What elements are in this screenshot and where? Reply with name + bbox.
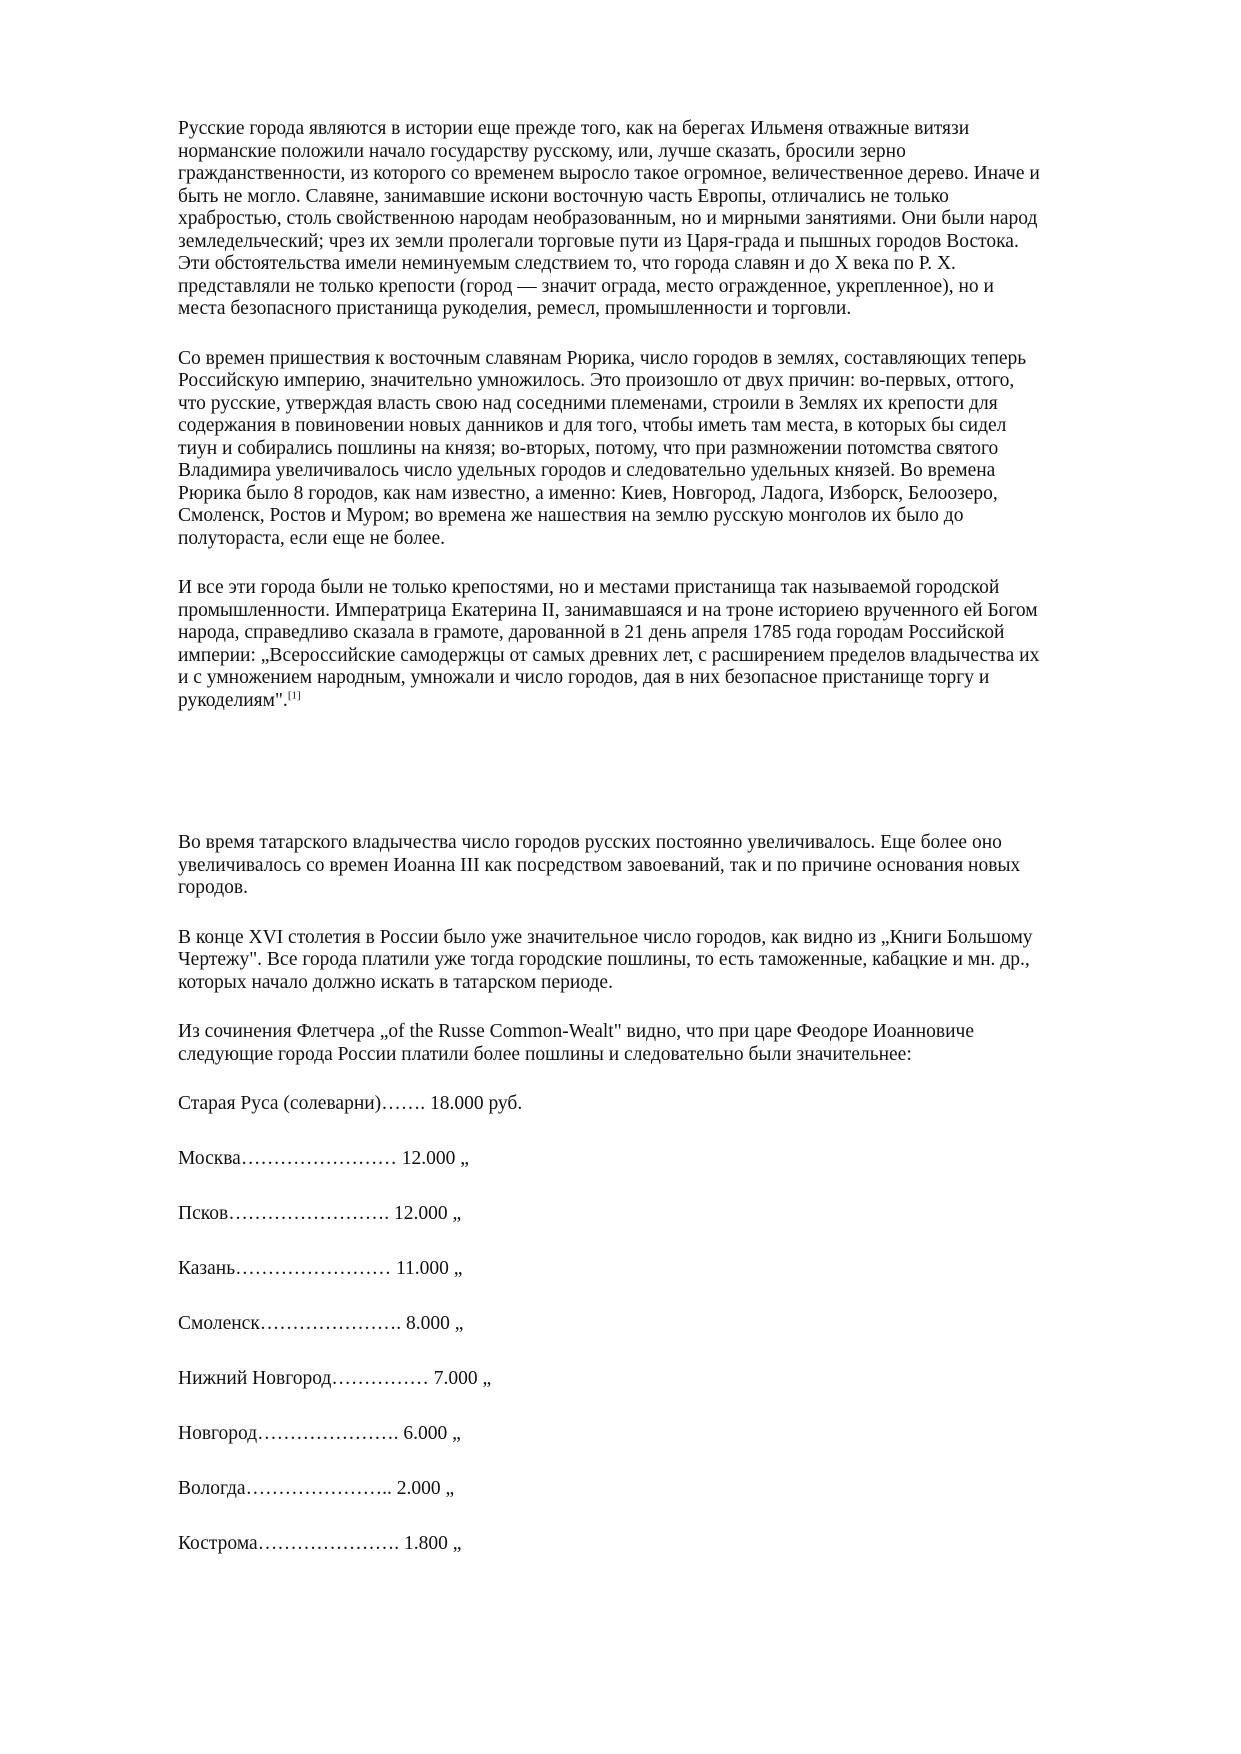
duty-unit: руб. bbox=[488, 1093, 523, 1114]
text-line: И все эти города были не только крепостями, но и местами пристанища так называемой городской bbox=[178, 577, 1000, 598]
text-line: Эти обстоятельства имели неминуемым следствием то, что города славян и до X века по Р. X. bbox=[178, 253, 956, 274]
text-line: гражданственности, из которого со временем выросло такое огромное, величественное дерево. Иначе и bbox=[178, 163, 1040, 184]
city-duty-row bbox=[178, 1203, 1158, 1226]
text-line: народа, справедливо сказала в грамоте, дарованной в 21 день апреля 1785 года городам Российской bbox=[178, 622, 1005, 643]
city-duty-row bbox=[178, 1478, 1158, 1501]
paragraph-tatar-period bbox=[178, 832, 1158, 900]
city-name: Старая Руса (солеварни) bbox=[178, 1093, 382, 1114]
city-name: Псков bbox=[178, 1203, 229, 1224]
city-duty-row bbox=[178, 1313, 1158, 1336]
paragraph-russian-cities-origin bbox=[178, 118, 1158, 321]
city-name: Москва bbox=[178, 1148, 241, 1169]
text-line: Во время татарского владычества число городов русских постоянно увеличивалось. Еще более оно bbox=[178, 832, 1002, 853]
city-name: Новгород bbox=[178, 1423, 258, 1444]
city-duty-row bbox=[178, 1258, 1158, 1281]
text-line: промышленности. Императрица Екатерина II, занимавшаяся и на троне историею врученного ей Богом bbox=[178, 599, 1038, 621]
text-line: увеличивалось со времен Иоанна III как посредством завоеваний, так и по причине основания новых bbox=[178, 854, 1021, 876]
dot-leader: …………………. bbox=[257, 1423, 399, 1444]
text-line: что русские, утверждая власть свою над соседними племенами, строили в Землях их крепости для bbox=[178, 392, 998, 414]
city-name: Смоленск bbox=[178, 1313, 260, 1334]
paragraph-rurik-era bbox=[178, 348, 1158, 551]
text-line: земледельческий; чрез их земли пролегали торговые пути из Царя-града и пышных городов Востока. bbox=[178, 230, 1019, 252]
dot-leader: …………………. bbox=[259, 1313, 402, 1334]
duty-unit: „ bbox=[460, 1148, 469, 1169]
text-line: городов. bbox=[178, 877, 248, 898]
text-line: быть не могло. Славяне, занимавшие искони восточную часть Европы, отличались не только bbox=[178, 185, 949, 207]
duty-unit: „ bbox=[445, 1478, 455, 1499]
text-line: империи: „Всероссийские самодержцы от самых древних лет, с расширением пределов владычества их bbox=[178, 644, 1040, 666]
text-line: Российскую империю, значительно умножилось. Это произошло от двух причин: во-первых, оттого, bbox=[178, 370, 1015, 391]
duty-unit: „ bbox=[452, 1423, 461, 1444]
dot-leader: ……. bbox=[381, 1093, 426, 1114]
text-line: В конце XVI столетия в России было уже значительное число городов, как видно из „Книги Большому bbox=[178, 926, 1033, 948]
city-name: Казань bbox=[178, 1258, 236, 1279]
dot-leader: …………… bbox=[331, 1368, 429, 1389]
duty-amount: 12.000 bbox=[401, 1148, 456, 1169]
duty-amount: 1.800 bbox=[403, 1533, 448, 1554]
duty-amount: 11.000 bbox=[395, 1258, 449, 1279]
city-name: Вологда bbox=[178, 1478, 246, 1499]
city-duty-row bbox=[178, 1148, 1158, 1171]
text-line: и с умножением народным, умножали и число городов, дая в них безопасное пристанище торгу и bbox=[178, 667, 990, 688]
duty-unit: „ bbox=[482, 1368, 492, 1389]
city-duties-list bbox=[178, 1093, 1158, 1556]
paragraph-fletcher bbox=[178, 1021, 1158, 1066]
text-line: Со времен пришествия к восточным славянам Рюрика, число городов в землях, составляющих теперь bbox=[178, 347, 1027, 369]
duty-unit: „ bbox=[453, 1258, 463, 1279]
city-duty-row bbox=[178, 1533, 1158, 1556]
text-line: Владимира увеличивалось число удельных городов и следовательно удельных князей. Во времена bbox=[178, 460, 996, 481]
text-line: Смоленск, Ростов и Муром; во времена же нашествия на землю русскую монголов их было до bbox=[178, 505, 964, 526]
duty-unit: „ bbox=[452, 1533, 462, 1554]
duty-amount: 12.000 bbox=[393, 1203, 448, 1224]
text-line bbox=[178, 690, 1158, 713]
paragraph-catherine-charter bbox=[178, 577, 1158, 712]
duty-amount: 18.000 bbox=[429, 1093, 484, 1114]
duty-amount: 6.000 bbox=[403, 1423, 448, 1444]
city-name: Кострома bbox=[178, 1533, 258, 1554]
text-line: которых начало должно искать в татарском периоде. bbox=[178, 971, 613, 993]
document-page bbox=[178, 118, 1158, 1588]
duty-amount: 7.000 bbox=[433, 1368, 478, 1389]
city-duty-row bbox=[178, 1423, 1158, 1446]
dot-leader: …………………… bbox=[235, 1258, 392, 1279]
text-line: Рюрика было 8 городов, как нам известно, а именно: Киев, Новгород, Ладога, Изборск, Белоозеро, bbox=[178, 482, 998, 504]
dot-leader: …………………. bbox=[257, 1533, 400, 1554]
text-line: следующие города России платили более пошлины и следовательно были значительнее: bbox=[178, 1043, 912, 1065]
city-name: Нижний Новгород bbox=[178, 1368, 332, 1389]
section-spacer bbox=[178, 739, 1158, 832]
city-duty-row bbox=[178, 1368, 1158, 1391]
dot-leader: ………………….. bbox=[245, 1478, 392, 1499]
dot-leader: …………………… bbox=[240, 1148, 397, 1169]
duty-amount: 8.000 bbox=[406, 1313, 450, 1334]
text-line: представляли не только крепости (город — значит ограда, место огражденное, укрепленное), но и bbox=[178, 275, 994, 297]
dot-leader: ……………………. bbox=[228, 1203, 390, 1224]
text-line: норманские положили начало государству русскому, или, лучше сказать, бросили зерно bbox=[178, 140, 906, 162]
duty-amount: 2.000 bbox=[396, 1478, 441, 1499]
text-line: тиун и собирались пошлины на князя; во-вторых, потому, что при размножении потомства святого bbox=[178, 437, 999, 459]
duty-unit: „ bbox=[454, 1313, 464, 1334]
text-line: содержания в повиновении новых данников и для того, чтобы иметь там места, в которых бы сидел bbox=[178, 415, 1007, 436]
text-line: Из сочинения Флетчера „of the Russe Common-Wealt" видно, что при царе Феодоре Иоанновиче bbox=[178, 1021, 975, 1042]
text-line: Чертежу". Все города платили уже тогда городские пошлины, то есть таможенные, кабацкие и мн. др., bbox=[178, 949, 1030, 970]
text-line-content: рукоделиям". bbox=[178, 689, 288, 711]
duty-unit: „ bbox=[452, 1203, 462, 1224]
footnote-reference-link[interactable]: [1] bbox=[287, 689, 301, 701]
city-duty-row bbox=[178, 1093, 1158, 1116]
paragraph-xvi-century bbox=[178, 927, 1158, 995]
text-line: Русские города являются в истории еще прежде того, как на берегах Ильменя отважные витязи bbox=[178, 118, 970, 139]
text-line: полутораста, если еще не более. bbox=[178, 527, 445, 549]
text-line: храбростью, столь свойственною народам необразованным, но и мирными занятиями. Они были народ bbox=[178, 208, 1038, 229]
text-line: места безопасного пристанища рукоделия, ремесл, промышленности и торговли. bbox=[178, 298, 852, 319]
